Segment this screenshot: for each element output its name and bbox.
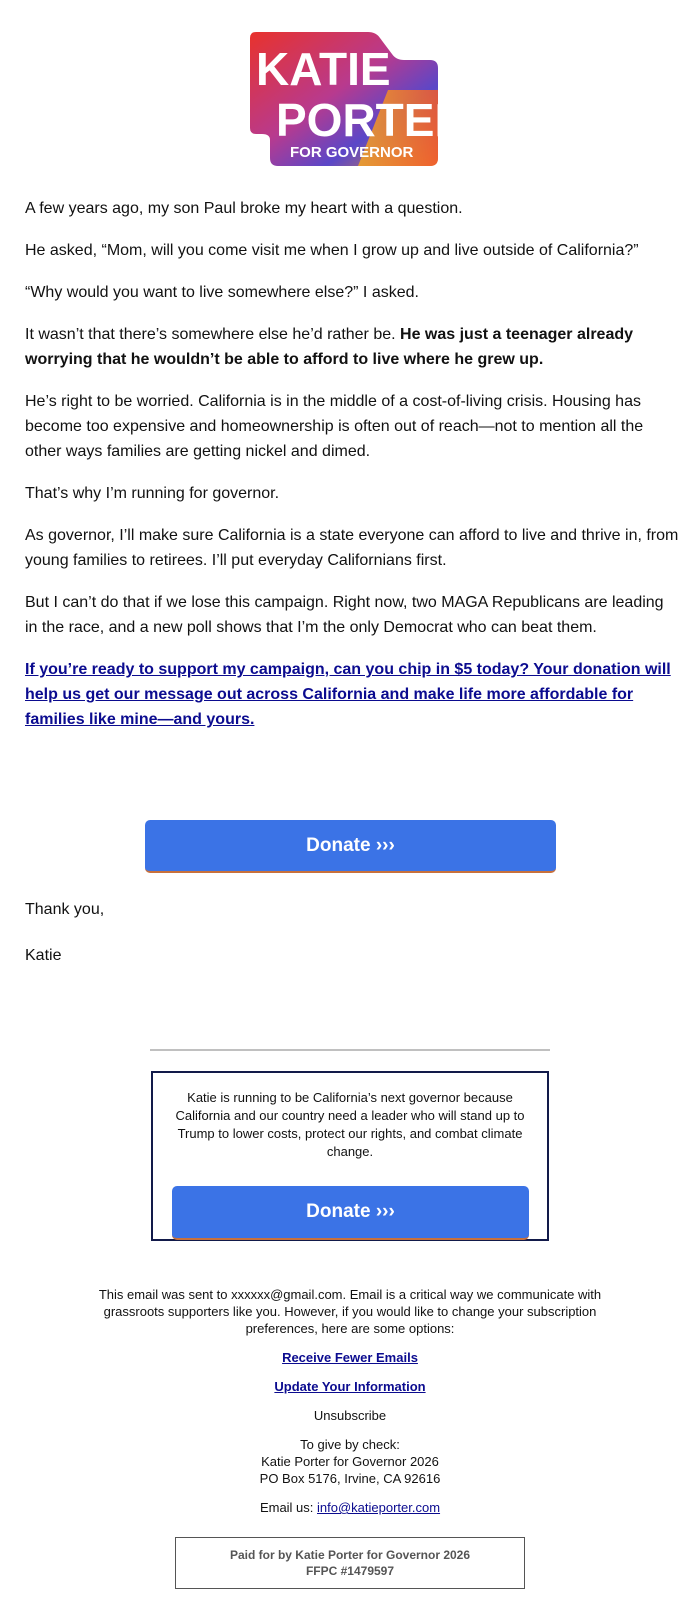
cta-donate-link[interactable]: If you’re ready to support my campaign, can you chip in $5 today? Your donation will help us get our message out across California and make life more affordable for families like mine—and yours. [25,661,671,728]
paid-for-disclaimer [175,1537,525,1589]
signoff [25,897,104,989]
logo-line-for-governor: FOR GOVERNOR [290,144,414,161]
signoff-thanks: Thank you, [25,901,105,918]
email-us-link[interactable]: info@katieporter.com [317,1500,441,1515]
paid-for-line-2: FFPC #1479597 [305,1564,395,1578]
update-information-link[interactable]: Update Your Information [274,1379,426,1394]
check-address [70,1436,630,1487]
paragraph-5: He’s right to be worried. California is in the middle of a cost-of-living crisis. Housing has become too expensive and homeownership is often out of reach—not to mention all the other ways families are getting nickel and dimed. [25,393,644,460]
campaign-logo [248,30,468,170]
paragraph-4 [25,322,680,372]
signoff-name: Katie [25,947,62,964]
mission-box [151,1071,549,1241]
paragraph-3: “Why would you want to live somewhere else?” I asked. [25,284,419,301]
paragraph-7: As governor, I’ll make sure California is a state everyone can afford to live and thrive in, from young families to retirees. I’ll put everyday Californians first. [25,527,679,569]
logo-line-porter: PORTER [276,94,468,146]
paragraph-4-plain: It wasn’t that there’s somewhere else he’d rather be. [25,326,401,343]
logo-line-katie: KATIE [256,43,391,95]
mission-text: Katie is running to be California’s next governor because California and our country need a leader who will stand up to Trump to lower costs, protect our rights, and combat climate change. [175,1090,525,1159]
paragraph-6: That’s why I’m running for governor. [25,485,280,502]
paragraph-8: But I can’t do that if we lose this campaign. Right now, two MAGA Republicans are leading in the race, and a new poll shows that I’m the only Democrat who can beat them. [25,594,664,636]
check-line-2: Katie Porter for Governor 2026 [261,1454,439,1469]
paid-for-line-1: Paid for by Katie Porter for Governor 2026 [229,1548,471,1562]
donate-button[interactable]: Donate ››› [145,820,556,873]
email-us-label: Email us: [259,1500,318,1515]
paragraph-2: He asked, “Mom, will you come visit me when I grow up and live outside of California?” [25,242,639,259]
cta-paragraph [25,657,680,732]
footer [70,1286,630,1528]
check-line-3: PO Box 5176, Irvine, CA 92616 [259,1471,441,1486]
logo-graphic [248,30,468,170]
check-line-1: To give by check: [300,1437,400,1452]
unsubscribe-link[interactable]: Unsubscribe [313,1408,387,1423]
divider [150,1049,550,1051]
box-donate-button[interactable]: Donate ››› [172,1186,529,1240]
email-us [70,1499,630,1516]
footer-notice: This email was sent to xxxxxx@gmail.com. Email is a critical way we communicate with grassroots supporters like you. However, if you would like to change your subscription preferences, here are some options: [98,1287,602,1336]
receive-fewer-emails-link[interactable]: Receive Fewer Emails [282,1350,418,1365]
paragraph-1: A few years ago, my son Paul broke my heart with a question. [25,200,463,217]
paragraph-4-bold: He was just a teenager already worrying that he wouldn’t be able to afford to live where he grew up. [25,326,634,368]
email-body [25,196,680,749]
